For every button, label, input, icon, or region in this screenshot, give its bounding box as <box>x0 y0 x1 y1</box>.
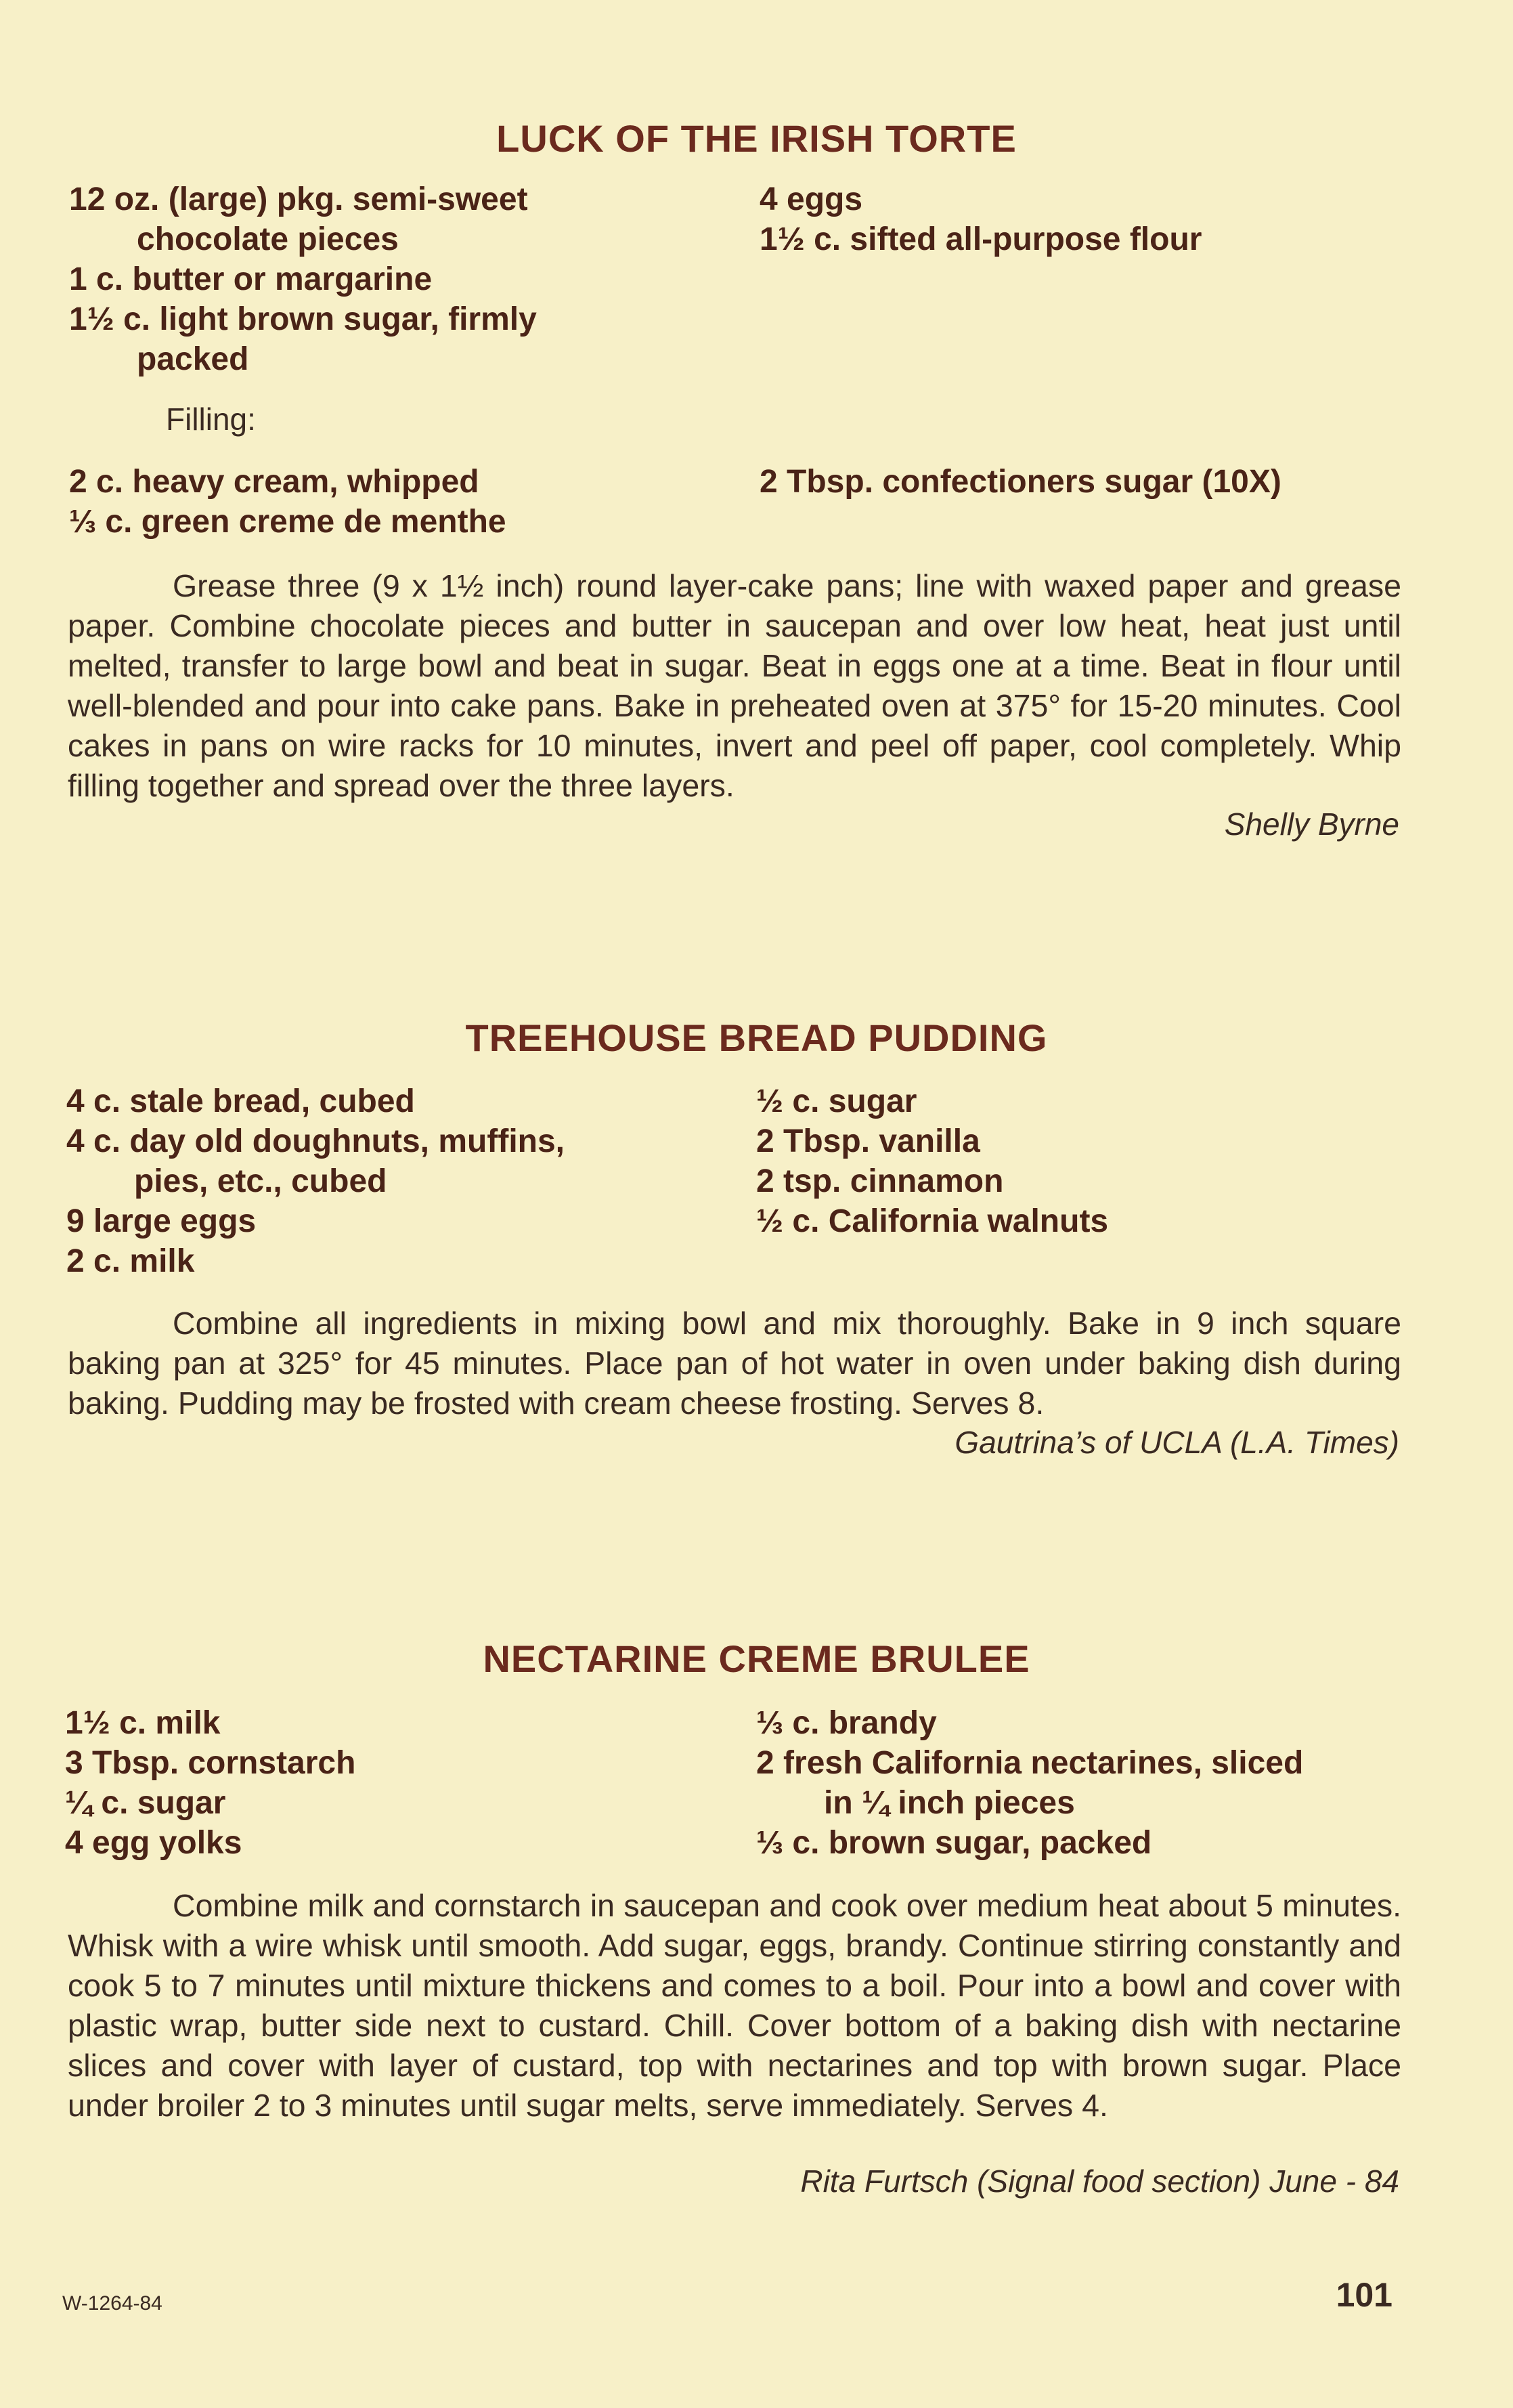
document-code: W-1264-84 <box>62 2292 162 2315</box>
recipe-title-creme-brulee: NECTARINE CREME BRULEE <box>483 1637 1030 1680</box>
ingredient: packed <box>137 341 249 377</box>
recipe-title-bread-pudding: TREEHOUSE BREAD PUDDING <box>465 1016 1048 1059</box>
torte-credit: Shelly Byrne <box>1224 807 1399 842</box>
ingredient: 4 egg yolks <box>65 1825 242 1861</box>
ingredient: 1½ c. sifted all-purpose flour <box>760 221 1202 257</box>
ingredient: in ¼ inch pieces <box>824 1785 1075 1821</box>
pudding-ingredients-right <box>756 1081 1108 1241</box>
ingredient: 9 large eggs <box>66 1203 257 1239</box>
pudding-directions: Combine all ingredients in mixing bowl and mix thoroughly. Bake in 9 inch square baking pan at 325° for 45 minutes. Place pan of hot water in oven under baking dish during baking. Pudding may be frosted with cream cheese frosting. Serves 8. <box>68 1306 1401 1421</box>
ingredient: 3 Tbsp. cornstarch <box>65 1745 356 1781</box>
ingredient: chocolate pieces <box>137 221 399 257</box>
ingredient: 4 eggs <box>760 181 863 217</box>
ingredient: ⅓ c. green creme de menthe <box>69 504 506 540</box>
ingredient: ½ c. sugar <box>756 1083 917 1119</box>
ingredient: ¼ c. sugar <box>65 1785 226 1821</box>
ingredient: 4 c. stale bread, cubed <box>66 1083 415 1119</box>
ingredient: 4 c. day old doughnuts, muffins, <box>66 1123 565 1159</box>
torte-filling-left <box>69 462 506 542</box>
ingredient: 2 Tbsp. confectioners sugar (10X) <box>760 464 1281 500</box>
ingredient: 2 c. heavy cream, whipped <box>69 464 479 500</box>
ingredient: ⅓ c. brandy <box>756 1705 937 1741</box>
brulee-directions: Combine milk and cornstarch in saucepan and cook over medium heat about 5 minutes. Whisk with a wire whisk until smooth. Add sugar, eggs, brandy. Continue stirring constantly and cook 5 to 7 minutes until mixture thickens and comes to a boil. Pour into a bowl and cover with plastic wrap, butter side next to custard. Chill. Cover bottom of a baking dish with nectarine slices and cover with layer of custard, top with nectarines and top with brown sugar. Place under broiler 2 to 3 minutes until sugar melts, serve immediately. Serves 4. <box>68 1888 1401 2123</box>
torte-ingredients-right <box>760 179 1202 259</box>
ingredient: pies, etc., cubed <box>134 1163 387 1199</box>
page-number: 101 <box>1336 2276 1393 2314</box>
brulee-ingredients-left <box>65 1703 355 1863</box>
brulee-credit: Rita Furtsch (Signal food section) June - 84 <box>800 2164 1399 2199</box>
ingredient: ½ c. California walnuts <box>756 1203 1109 1239</box>
ingredient: 1½ c. milk <box>65 1705 221 1741</box>
ingredient: 2 c. milk <box>66 1243 195 1279</box>
pudding-ingredients-left <box>66 1081 565 1281</box>
recipe-title-torte: LUCK OF THE IRISH TORTE <box>496 117 1017 160</box>
ingredient: 1½ c. light brown sugar, firmly <box>69 301 537 337</box>
ingredient: 2 tsp. cinnamon <box>756 1163 1004 1199</box>
torte-ingredients-left <box>69 179 537 379</box>
ingredient: 12 oz. (large) pkg. semi-sweet <box>69 181 528 217</box>
ingredient: ⅓ c. brown sugar, packed <box>756 1825 1152 1861</box>
torte-directions: Grease three (9 x 1½ inch) round layer-cake pans; line with waxed paper and grease paper. Combine chocolate pieces and butter in saucepan and over low heat, heat just until melted, transfer to large bowl and beat in sugar. Beat in eggs one at a time. Beat in flour until well-blended and pour into cake pans. Bake in preheated oven at 375° for 15-20 minutes. Cool cakes in pans on wire racks for 10 minutes, invert and peel off paper, cool completely. Whip filling together and spread over the three layers. <box>68 568 1401 803</box>
ingredient: 1 c. butter or margarine <box>69 261 433 297</box>
torte-filling-right <box>760 462 1281 502</box>
brulee-ingredients-right <box>756 1703 1303 1863</box>
ingredient: 2 Tbsp. vanilla <box>756 1123 980 1159</box>
filling-label: Filling: <box>166 402 256 437</box>
ingredient: 2 fresh California nectarines, sliced <box>756 1745 1304 1781</box>
pudding-credit: Gautrina’s of UCLA (L.A. Times) <box>955 1425 1399 1460</box>
